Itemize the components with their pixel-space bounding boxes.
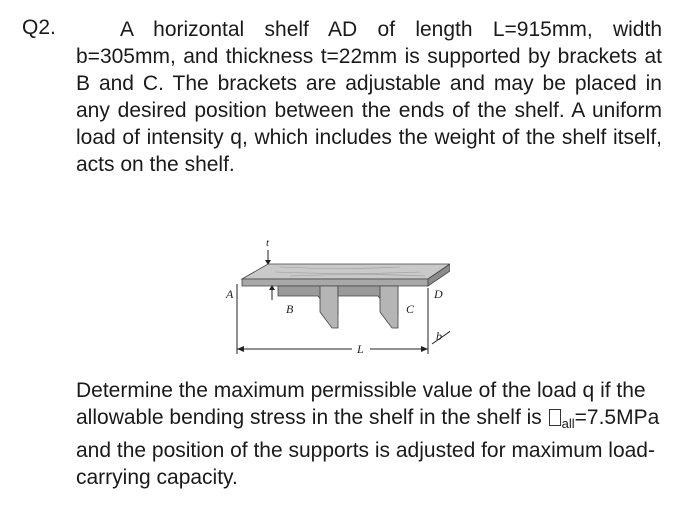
dim-arrow-left (237, 346, 244, 352)
label-b-width: b (436, 329, 442, 343)
question-text-part1: Determine the maximum permissible value of the load q if the allowable bending stress in the shelf in the shelf is (76, 379, 646, 429)
sigma-symbol-icon (549, 409, 561, 426)
label-t: t (266, 237, 270, 249)
label-a: A (226, 287, 234, 301)
problem-statement: A horizontal shelf AD of length L=915mm, width b=305mm, and thickness t=22mm is supported by brackets at B and C. The brackets are adjustable and may be placed in any desired position between the ends of the shelf. A uniform load of intensity q, which includes the weight of the shelf itself, acts on the shelf. (76, 18, 662, 176)
label-d: D (434, 287, 443, 301)
dim-arrow-right (421, 346, 428, 352)
bracket-b-web (320, 286, 338, 328)
bracket-c-web (380, 286, 398, 328)
question-statement (76, 377, 662, 491)
label-l: L (357, 342, 364, 356)
label-c: C (406, 302, 415, 316)
question-text-part2: =7.5MPa and the position of the supports is adjusted for maximum load-carrying capacity. (76, 406, 660, 489)
shelf-top (242, 264, 450, 279)
shelf-front (242, 279, 428, 286)
question-number: Q2. (22, 16, 56, 39)
sigma-subscript: all (561, 416, 575, 431)
label-b-point: B (286, 302, 294, 316)
shelf-figure (220, 234, 450, 364)
